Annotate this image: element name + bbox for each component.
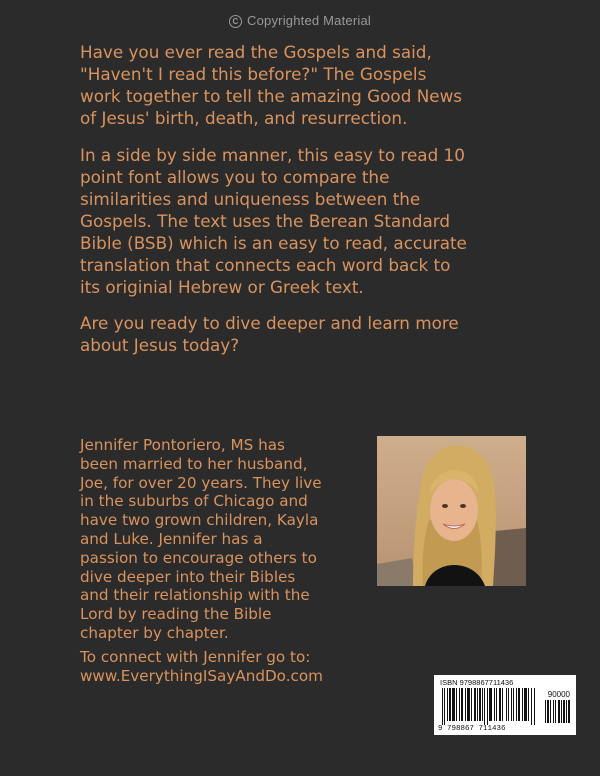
barcode-bar [471,688,472,721]
barcode-bar [550,700,551,723]
barcode-bar [499,688,501,721]
barcode-bar [568,700,570,723]
barcode-bar [553,700,554,723]
barcode-number: 9 798867 711436 [438,725,506,733]
barcode-bar [506,688,507,721]
isbn-barcode [434,675,576,735]
barcode-bar [563,700,565,723]
watermark-top [0,13,600,28]
barcode-bar [459,688,460,721]
copyright-icon: C [229,15,242,28]
barcode-bar [461,688,463,721]
barcode-bar [522,688,523,721]
barcode-bar [516,688,517,721]
barcode-bar [489,688,492,721]
barcode-bar [449,688,451,721]
barcode-bar [456,688,457,721]
barcode-bar [477,688,478,721]
barcode-bar [528,688,529,721]
barcode-bar [511,688,512,721]
price-code: 90000 [547,690,570,699]
barcode-bar [508,688,509,721]
watermark-text: Copyrighted Material [247,13,371,28]
barcode-bar [513,688,514,721]
barcode-bar [482,688,483,721]
barcode-bar [502,688,503,721]
description-paragraph-2: In a side by side manner, this easy to read 10 point font allows you to compare the similarities and uniqueness between the Gospels. The text uses the Berean Standard Bible (BSB) which is an easy to read, accurate translation that connects each word back to its originial Hebrew or Greek text. [80,145,467,297]
barcode-bar [524,688,527,721]
author-photo [377,436,526,586]
connect-text: To connect with Jennifer go to: www.EverythingISayAndDo.com [80,648,323,685]
author-photo-image [377,436,526,586]
barcode-bar [566,700,567,723]
barcode-bar [518,688,520,721]
barcode-bar [558,700,560,723]
barcode-bar [474,688,476,721]
barcode-bar [494,688,495,721]
barcode-bar [479,688,481,721]
barcode-bar [496,688,497,721]
barcode-bar [465,688,466,721]
barcode-bar [467,688,470,721]
price-barcode-bars [545,700,570,727]
barcode-bar [447,688,448,721]
barcode-bar [487,688,488,725]
barcode-bar [561,700,562,723]
isbn-label: ISBN 9798867711436 [440,678,514,687]
barcode-bar [555,700,556,723]
barcode-bars [442,688,540,725]
barcode-bar [452,688,455,721]
barcode-bar [484,688,485,725]
description-paragraph-1: Have you ever read the Gospels and said, "Haven't I read this before?" The Gospels work together to tell the amazing Good News of Jesus' birth, death, and resurrection. [80,42,463,128]
author-bio: Jennifer Pontoriero, MS has been married to her husband, Joe, for over 20 years. They live in the suburbs of Chicago and have two grown children, Kayla and Luke. Jennifer has a passion to encourage others to dive deeper into their Bibles and their relationship with the Lord by reading the Bible chapter by chapter. [80,436,322,642]
barcode-bar [534,688,535,725]
barcode-bar [531,688,532,725]
description-paragraph-3: Are you ready to dive deeper and learn more about Jesus today? [80,313,459,355]
barcode-bar [547,700,549,723]
barcode-bar [444,688,445,725]
barcode-bar [442,688,443,725]
barcode-bar [545,700,546,723]
